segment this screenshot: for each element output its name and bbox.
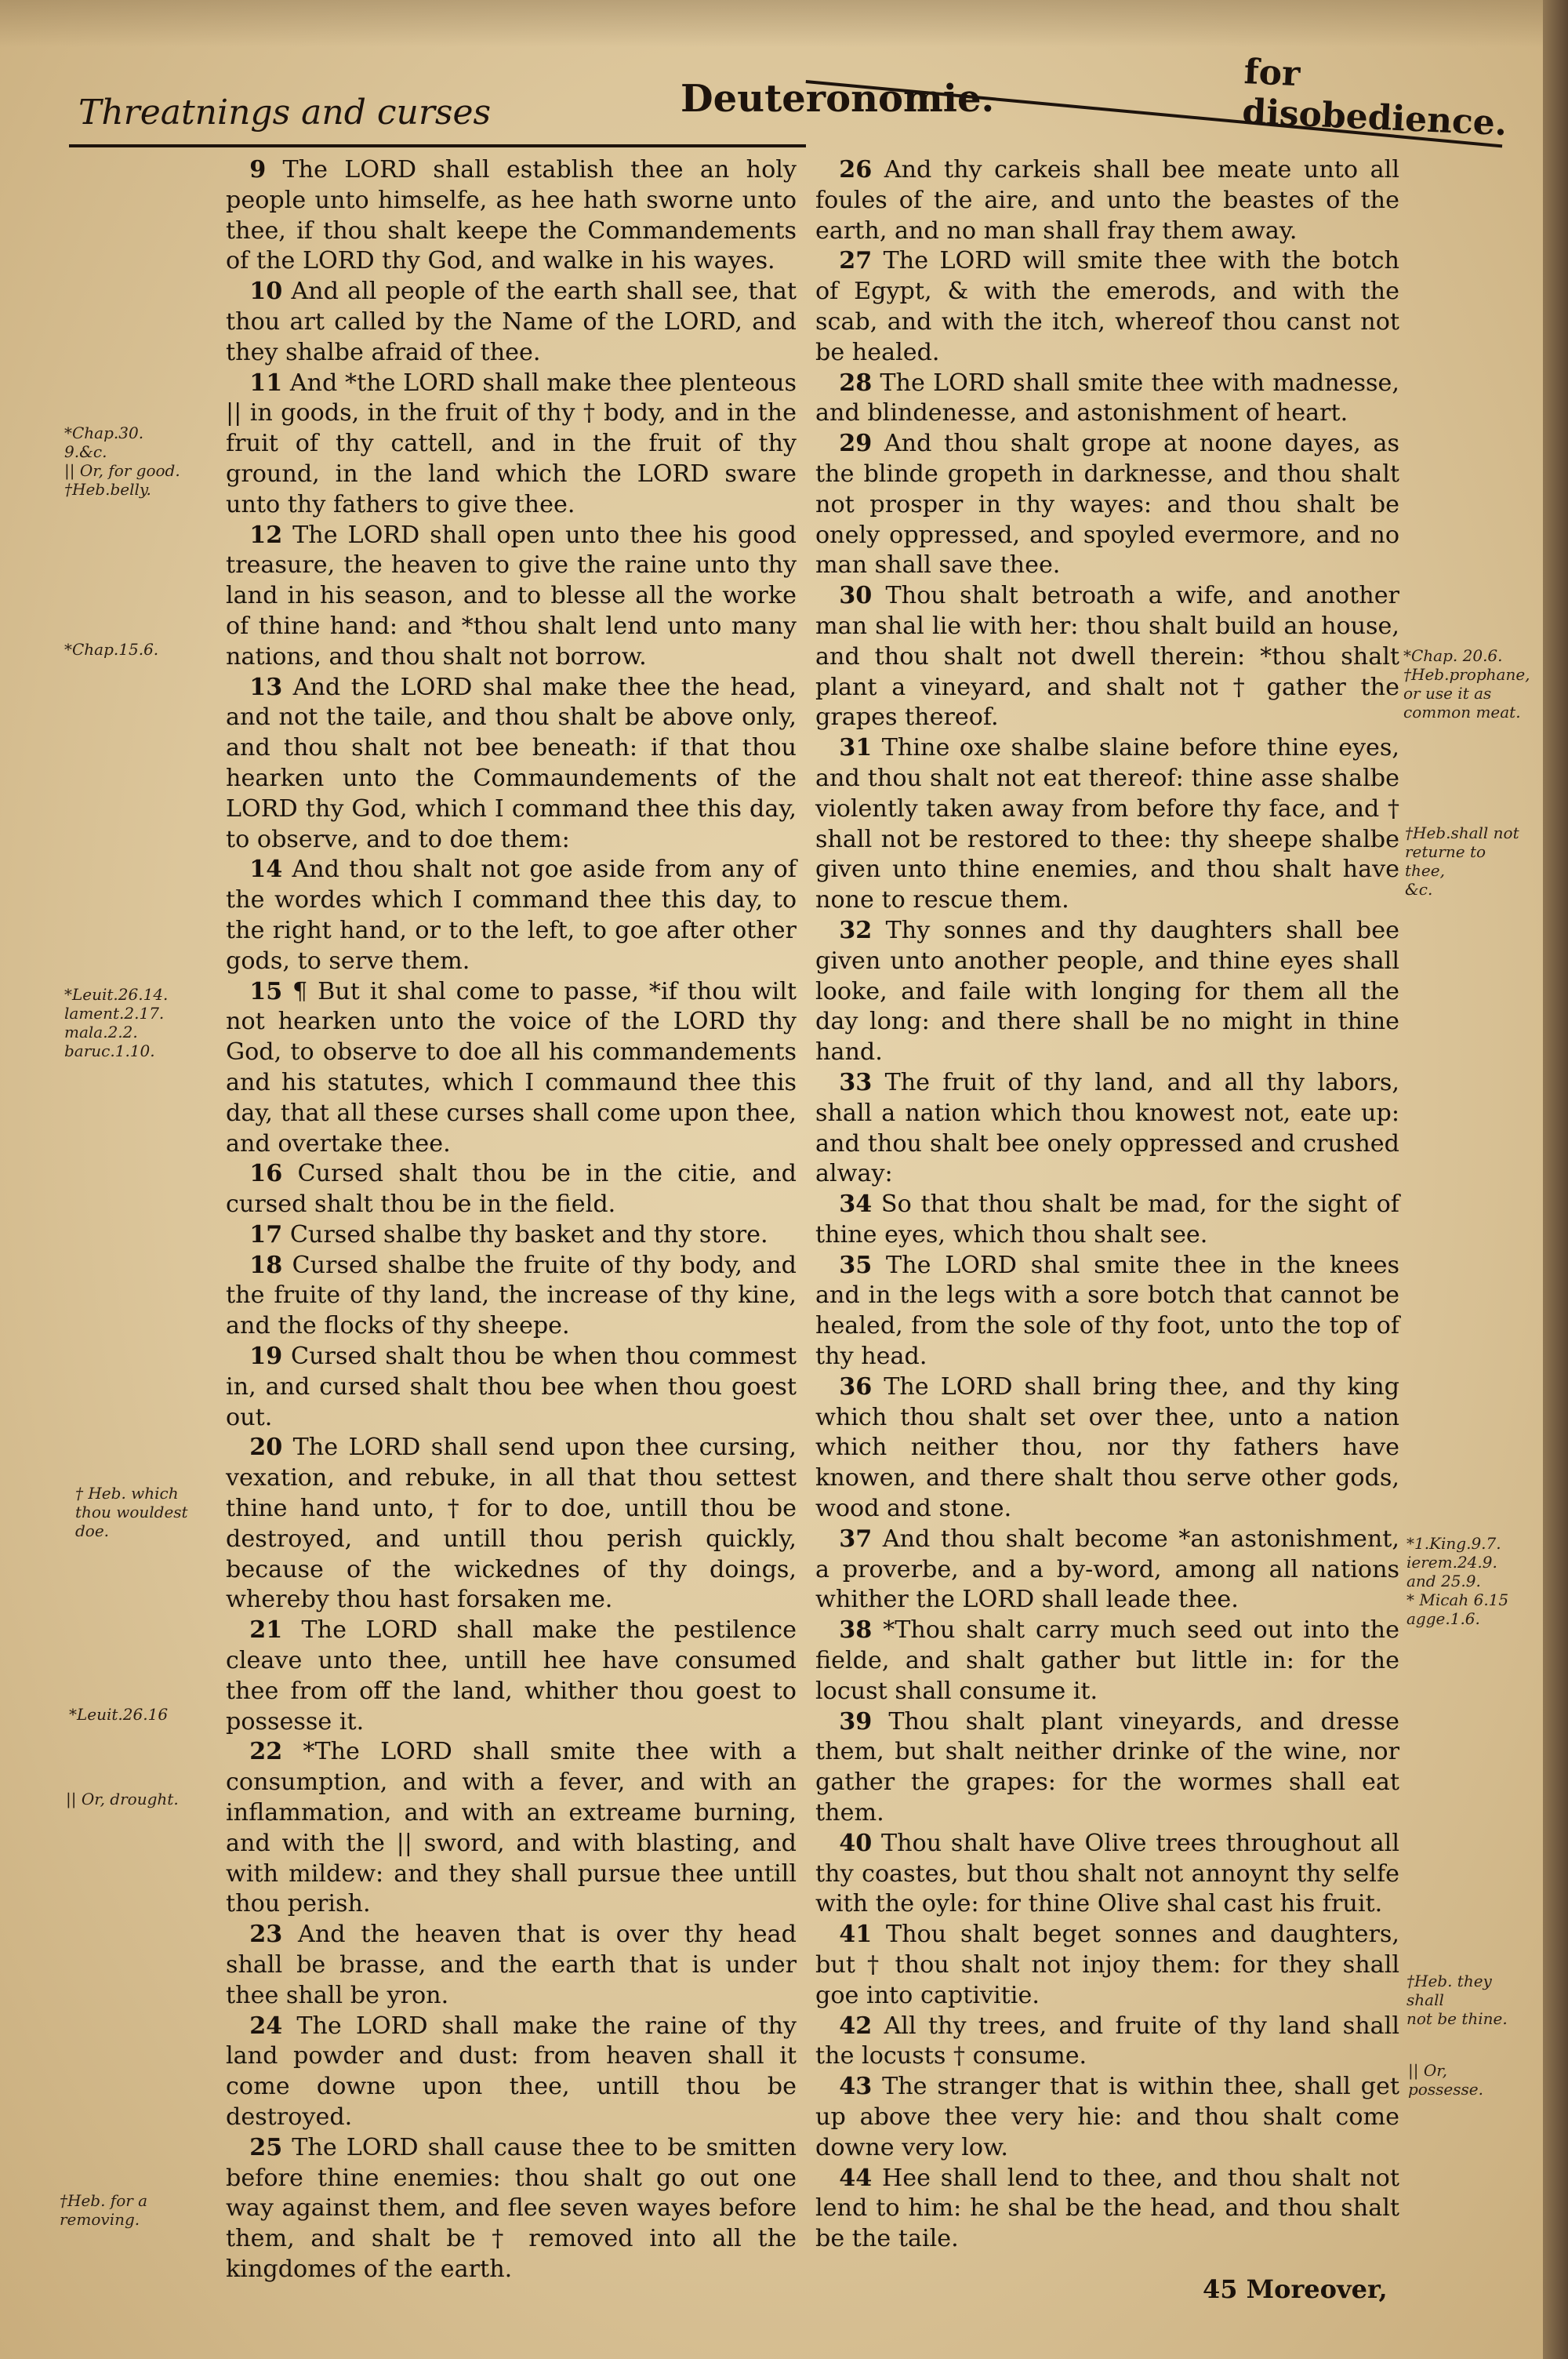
- verse: [815, 733, 1399, 916]
- verse: [815, 369, 1399, 430]
- verse: [815, 2164, 1399, 2255]
- verse-number: 14: [249, 856, 283, 884]
- verse: [226, 1159, 797, 1220]
- margin-note-line: || Or, for good.: [64, 461, 180, 480]
- verse-text: The LORD shall open unto thee his good treasure, the heaven to give the raine unto thy land in his season, and to blesse all the worke of thine hand: and *thou shalt lend unto many nations, and thou shalt not borrow.: [226, 521, 797, 671]
- margin-note-line: ierem.24.9.: [1406, 1553, 1497, 1572]
- verse-text: The LORD shall make the pestilence cleave unto thee, untill hee have consumed thee from off the land, whither thou goest to possesse it.: [226, 1616, 797, 1736]
- verse-text: And thou shalt grope at noone dayes, as the blinde gropeth in darknesse, and thou shalt not prosper in thy wayes: and thou shalt be onely oppressed, and spoyled evermore, and no man shall save thee.: [815, 430, 1399, 580]
- verse-number: 13: [249, 673, 283, 701]
- margin-note-line: 9.&c.: [64, 442, 107, 461]
- margin-note-line: lament.2.17.: [64, 1004, 165, 1023]
- margin-note-line: || Or, possesse.: [1408, 2061, 1483, 2099]
- verse-text: Thou shalt plant vineyards, and dresse them, but shalt neither drinke of the wine, nor gather the grapes: for the wormes shall eat them.: [815, 1707, 1399, 1827]
- margin-note-line: agge.1.6.: [1406, 1609, 1480, 1628]
- verse: [815, 429, 1399, 581]
- verse-number: 37: [839, 1525, 873, 1553]
- verse: [226, 1920, 797, 2011]
- verse-number: 15: [249, 977, 283, 1005]
- verse: [815, 1251, 1399, 1372]
- verse-number: 32: [839, 916, 873, 944]
- verse: [226, 1342, 797, 1433]
- verse-number: 17: [249, 1220, 283, 1249]
- verse-number: 16: [249, 1160, 283, 1188]
- verse-number: 25: [249, 2133, 283, 2161]
- verse-text: Thou shalt have Olive trees throughout all thy coastes, but thou shalt not annoynt thy selfe with the oyle: for thine Olive shal cast his fruit.: [815, 1829, 1399, 1918]
- verse: [815, 2012, 1399, 2073]
- verse-text: The LORD will smite thee with the botch of Egypt, & with the emerods, and with the scab, and with the itch, whereof thou canst not be healed.: [815, 247, 1399, 366]
- verse-text: And thy carkeis shall bee meate unto all foules of the aire, and unto the beastes of the earth, and no man shall fray them away.: [815, 156, 1399, 245]
- verse: [226, 1737, 797, 1920]
- verse-text: Thou shalt betroath a wife, and another man shal lie with her: thou shalt build an house, and thou shalt not dwell therein: *thou shalt plant a vineyard, and shalt not † gather the grapes thereof.: [815, 582, 1399, 732]
- verse-text: *Thou shalt carry much seed out into the fielde, and shalt gather but little in: for the locust shall consume it.: [815, 1616, 1399, 1705]
- verse-text: The LORD shall bring thee, and thy king which thou shalt set over thee, unto a nation which neither thou, nor thy fathers have knowen, and there shalt thou serve other gods, wood and stone.: [815, 1372, 1399, 1523]
- text-column-right: [815, 155, 1399, 2255]
- margin-note-right: [1406, 1534, 1524, 1628]
- margin-note-line: mala.2.2.: [64, 1023, 138, 1041]
- verse: [226, 2012, 797, 2133]
- verse: [815, 916, 1399, 1068]
- running-head-left: Threatnings and curses: [78, 93, 492, 133]
- running-head-right: for disobedience.: [1241, 52, 1508, 144]
- verse-text: And thou shalt become *an astonishment, a proverbe, and a by-word, among all nations whither the LORD shall leade thee.: [815, 1525, 1399, 1614]
- verse-text: The LORD shall make the raine of thy land powder and dust: from heaven shall it come downe upon thee, untill thou be destroyed.: [226, 2012, 797, 2131]
- verse: [226, 1433, 797, 1616]
- catchword: 45 Moreover,: [1203, 2274, 1388, 2304]
- margin-note-line: baruc.1.10.: [64, 1041, 155, 1060]
- margin-note-left: [64, 985, 168, 1060]
- verse: [226, 1220, 797, 1251]
- margin-note-line: and 25.9.: [1406, 1572, 1481, 1590]
- verse-number: 40: [839, 1829, 873, 1857]
- verse: [226, 155, 797, 277]
- verse: [815, 155, 1399, 246]
- verse: [226, 369, 797, 521]
- margin-note-right: [1406, 1972, 1524, 2028]
- margin-note-line: *Chap.30.: [64, 423, 144, 442]
- verse: [815, 1920, 1399, 2011]
- verse: [815, 1525, 1399, 1616]
- verse-number: 27: [839, 247, 873, 275]
- verse: [226, 277, 797, 368]
- margin-note-line: not be thine.: [1406, 2009, 1508, 2028]
- verse-text: The LORD shall send upon thee cursing, vexation, and rebuke, in all that thou settest thine hand unto, † for to doe, untill thou be destroyed, and untill thou perish quickly, because of the wickednes of thy doings, whereby thou hast forsaken me.: [226, 1434, 797, 1614]
- verse-text: Thine oxe shalbe slaine before thine eyes, and thou shalt not eat thereof: thine asse shalbe violently taken away from before thy face, and † shall not be restored to thee: thy sheepe shalbe given unto thine enemies, and thou shalt have none to rescue them.: [815, 734, 1399, 914]
- verse-text: Cursed shalbe thy basket and thy store.: [289, 1220, 768, 1249]
- margin-note-right: [1408, 2061, 1526, 2099]
- margin-note-right: [1403, 646, 1530, 722]
- verse: [815, 1616, 1399, 1707]
- verse-text: And all people of the earth shall see, that thou art called by the Name of the LORD, and they shalbe afraid of thee.: [226, 278, 797, 366]
- verse-text: The fruit of thy land, and all thy labors, shall a nation which thou knowest not, eate up: and thou shalt bee onely oppressed and crushed alway:: [815, 1068, 1399, 1188]
- verse-number: 26: [839, 156, 873, 184]
- margin-note-line: thou wouldest: [75, 1503, 188, 1521]
- verse: [815, 581, 1399, 733]
- margin-note-line: †Heb. they shall: [1406, 1972, 1492, 2009]
- verse-text: And the LORD shal make thee the head, and not the taile, and thou shalt be above only, and thou shalt not bee beneath: if that thou hearken unto the Commaundements of the LORD thy God, which I command thee this day, to observe, and to doe them:: [226, 673, 797, 853]
- verse: [815, 1707, 1399, 1829]
- margin-note-line: doe.: [75, 1521, 110, 1540]
- verse-number: 29: [839, 430, 873, 458]
- verse: [226, 1616, 797, 1737]
- verse-number: 12: [249, 521, 283, 549]
- margin-note-line: †Heb.prophane,: [1403, 665, 1530, 684]
- verse: [226, 977, 797, 1160]
- margin-note-line: returne to thee,: [1405, 842, 1486, 880]
- verse-text: The stranger that is within thee, shall get up above thee very hie: and thou shalt come downe very low.: [815, 2073, 1399, 2161]
- margin-note-line: * Micah 6.15: [1406, 1590, 1509, 1609]
- text-column-left: [226, 155, 797, 2285]
- verse: [226, 1251, 797, 1342]
- verse-text: Cursed shalt thou be when thou commest in, and cursed shalt thou bee when thou goest out.: [226, 1343, 797, 1431]
- verse: [226, 855, 797, 976]
- margin-note-line: *Leuit.26.16: [69, 1705, 169, 1724]
- margin-note-right: [1405, 823, 1523, 899]
- verse-number: 23: [249, 1921, 283, 1949]
- verse: [815, 1372, 1399, 1525]
- margin-note-line: †Heb.shall not: [1405, 823, 1519, 842]
- verse-text: Cursed shalbe the fruite of thy body, and the fruite of thy land, the increase of thy kine, and the flocks of thy sheepe.: [226, 1251, 797, 1340]
- verse-number: 20: [249, 1434, 283, 1462]
- verse-text: Cursed shalt thou be in the citie, and cursed shalt thou be in the field.: [226, 1160, 797, 1219]
- verse-text: The LORD shal smite thee in the knees and in the legs with a sore botch that cannot be healed, from the sole of thy foot, unto the top of thy head.: [815, 1251, 1399, 1371]
- verse-number: 42: [839, 2012, 873, 2040]
- verse-text: Thy sonnes and thy daughters shall bee given unto another people, and thine eyes shall looke, and faile with longing for them all the day long: and there shall be no might in thine hand.: [815, 916, 1399, 1067]
- margin-note-line: *Chap. 20.6.: [1403, 646, 1503, 665]
- verse-number: 9: [249, 156, 267, 184]
- verse: [226, 673, 797, 856]
- verse-text: And the heaven that is over thy head shall be brasse, and the earth that is under thee shall be yron.: [226, 1921, 797, 2009]
- verse-number: 44: [839, 2164, 873, 2192]
- running-head-book-title: Deuteronomie.: [681, 77, 995, 121]
- verse-number: 10: [249, 278, 283, 306]
- verse-number: 30: [839, 582, 873, 610]
- verse-text: ¶ But it shal come to passe, *if thou wilt not hearken unto the voice of the LORD thy God, to observe to doe all his commandements and his statutes, which I commaund thee this day, that all these curses shall come upon thee, and overtake thee.: [226, 977, 797, 1158]
- verse-number: 11: [249, 369, 283, 397]
- margin-note-line: || Or, drought.: [66, 1790, 179, 1808]
- verse: [815, 246, 1399, 368]
- page-top-shadow: [0, 0, 1543, 47]
- margin-note-line: or use it as common meat.: [1403, 684, 1521, 722]
- margin-note-line: *1.King.9.7.: [1406, 1534, 1501, 1553]
- margin-note-line: †Heb.belly.: [64, 480, 151, 499]
- verse-number: 36: [839, 1372, 873, 1401]
- verse-text: The LORD shall establish thee an holy people unto himselfe, as hee hath sworne unto thee, if thou shalt keepe the Commandements of the LORD thy God, and walke in his wayes.: [226, 156, 797, 275]
- verse-number: 33: [839, 1068, 873, 1096]
- verse-text: The LORD shall cause thee to be smitten before thine enemies: thou shalt go out one way against them, and flee seven wayes before them, and shalt be † removed into all the kingdomes of the earth.: [226, 2133, 797, 2283]
- header-rule-left: [69, 144, 806, 147]
- margin-note-left: [64, 640, 158, 659]
- verse: [815, 2072, 1399, 2163]
- margin-note-line: †Heb. for a: [60, 2191, 148, 2210]
- margin-note-left: [69, 1705, 168, 1724]
- margin-note-left: [60, 2191, 147, 2229]
- verse-text: And *the LORD shall make thee plenteous || in goods, in the fruit of thy † body, and in the fruit of thy cattell, and in the fruit of thy ground, in the land which the LORD sware unto thy fathers to give thee.: [226, 369, 797, 518]
- margin-note-line: *Chap.15.6.: [64, 640, 159, 659]
- verse-number: 41: [839, 1921, 873, 1949]
- verse-number: 18: [249, 1251, 283, 1279]
- verse-number: 28: [839, 369, 873, 397]
- verse-number: 35: [839, 1251, 873, 1279]
- margin-note-line: removing.: [60, 2210, 140, 2229]
- verse-number: 19: [249, 1343, 283, 1371]
- verse-text: Hee shall lend to thee, and thou shalt not lend to him: he shal be the head, and thou shalt be the taile.: [815, 2164, 1399, 2253]
- verse: [815, 1190, 1399, 1251]
- margin-note-line: &c.: [1405, 880, 1433, 899]
- margin-note-left: [66, 1790, 179, 1808]
- verse-number: 34: [839, 1190, 873, 1219]
- verse-number: 22: [249, 1738, 283, 1766]
- verse: [226, 521, 797, 673]
- verse-text: So that thou shalt be mad, for the sight of thine eyes, which thou shalt see.: [815, 1190, 1399, 1249]
- verse-number: 38: [839, 1616, 873, 1645]
- verse-number: 31: [839, 734, 873, 762]
- verse-number: 21: [249, 1616, 283, 1645]
- verse-text: The LORD shall smite thee with madnesse, and blindenesse, and astonishment of heart.: [815, 369, 1399, 427]
- margin-note-line: *Leuit.26.14.: [64, 985, 169, 1004]
- verse-number: 43: [839, 2073, 873, 2101]
- verse: [226, 2133, 797, 2285]
- verse-number: 24: [249, 2012, 283, 2040]
- verse-text: Thou shalt beget sonnes and daughters, but † thou shalt not injoy them: for they shall goe into captivitie.: [815, 1921, 1399, 2009]
- margin-note-left: [75, 1484, 188, 1540]
- verse-text: *The LORD shall smite thee with a consumption, and with a fever, and with an inflammation, and with an extreame burning, and with the || sword, and with blasting, and with mildew: and they shall pursue thee untill thou perish.: [226, 1738, 797, 1918]
- verse-text: All thy trees, and fruite of thy land shall the locusts † consume.: [815, 2012, 1399, 2070]
- verse-text: And thou shalt not goe aside from any of the wordes which I command thee this day, to the right hand, or to the left, to goe after other gods, to serve them.: [226, 856, 797, 975]
- verse-number: 39: [839, 1707, 873, 1736]
- verse: [815, 1068, 1399, 1190]
- margin-note-left: [64, 423, 180, 499]
- margin-note-line: † Heb. which: [75, 1484, 179, 1503]
- page-gutter: [1543, 0, 1568, 2359]
- verse: [815, 1829, 1399, 1920]
